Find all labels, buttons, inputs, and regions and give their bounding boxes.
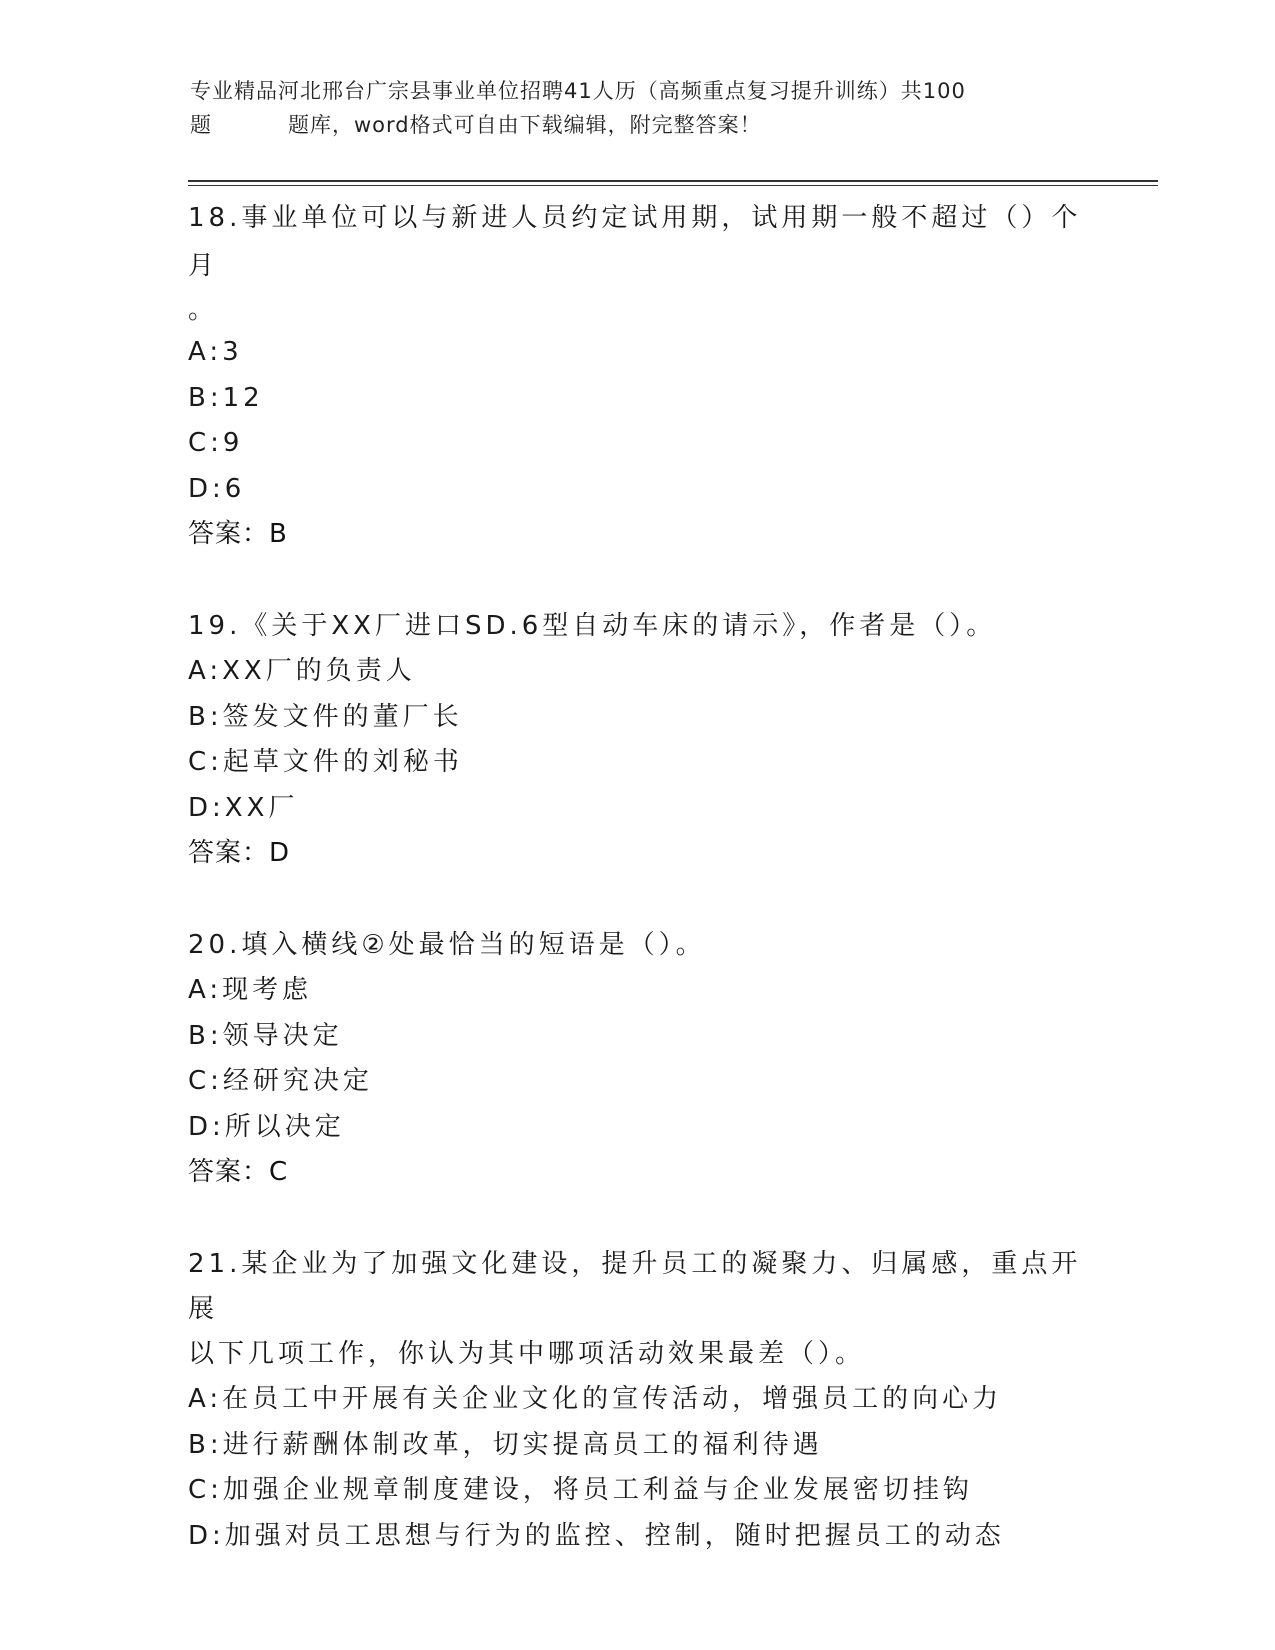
option-a: A:现考虑 (188, 975, 313, 1005)
option-b: B:领导决定 (188, 1020, 343, 1051)
question-gap (188, 876, 1088, 923)
question-stem-continuation: 。 (188, 295, 219, 325)
question-stem (188, 1242, 1088, 1377)
question-21 (188, 1242, 1088, 1559)
option-d: D:XX厂 (188, 792, 299, 823)
answer-label: 答案：C (188, 1157, 289, 1187)
option-b: B:进行薪酬体制改革，切实提高员工的福利待遇 (188, 1429, 823, 1460)
question-gap (188, 1195, 1088, 1242)
question-20 (188, 923, 1088, 1195)
option-d: D:6 (188, 473, 246, 504)
option-b: B:12 (188, 382, 264, 413)
question-stem-text: 20.填入横线②处最恰当的短语是（）。 (188, 930, 706, 960)
document-header (190, 74, 1070, 142)
question-stem-text: 19.《关于XX厂进口SD.6型自动车床的请示》，作者是（）。 (188, 611, 997, 641)
answer-label: 答案：B (188, 519, 288, 549)
header-title-line-1: 专业精品河北邢台广宗县事业单位招聘41人历（高频重点复习提升训练）共100 (190, 79, 966, 103)
option-c: C:经研究决定 (188, 1066, 373, 1096)
header-line-2-text: 题库，word格式可自由下载编辑，附完整答案！ (288, 113, 762, 137)
question-19 (188, 604, 1088, 876)
option-c: C:加强企业规章制度建设，将员工利益与企业发展密切挂钩 (188, 1475, 973, 1505)
question-list (188, 190, 1088, 1559)
option-b: B:签发文件的董厂长 (188, 701, 463, 732)
option-a: A:3 (188, 337, 243, 367)
question-stem (188, 190, 1088, 330)
header-title-line-2 (190, 108, 1070, 142)
option-c: C:9 (188, 428, 244, 458)
question-stem-text: 21.某企业为了加强文化建设，提升员工的凝聚力、归属感，重点开展 (188, 1249, 1082, 1324)
header-divider-thick (188, 180, 1158, 182)
question-18 (188, 190, 1088, 557)
option-a: A:XX厂的负责人 (188, 656, 416, 686)
header-line-2-prefix: 题 (190, 113, 212, 137)
question-stem (188, 923, 1088, 968)
option-d: D:所以决定 (188, 1111, 345, 1142)
question-gap (188, 557, 1088, 604)
option-a: A:在员工中开展有关企业文化的宣传活动，增强员工的向心力 (188, 1384, 1003, 1414)
question-stem-text: 18.事业单位可以与新进人员约定试用期，试用期一般不超过（）个月 (188, 203, 1082, 281)
header-divider-thin (188, 185, 1158, 186)
question-stem (188, 604, 1088, 649)
answer-label: 答案：D (188, 838, 291, 868)
option-c: C:起草文件的刘秘书 (188, 747, 463, 777)
option-d: D:加强对员工思想与行为的监控、控制，随时把握员工的动态 (188, 1520, 1005, 1551)
question-stem-text-cont: 以下几项工作，你认为其中哪项活动效果最差（）。 (188, 1339, 866, 1369)
